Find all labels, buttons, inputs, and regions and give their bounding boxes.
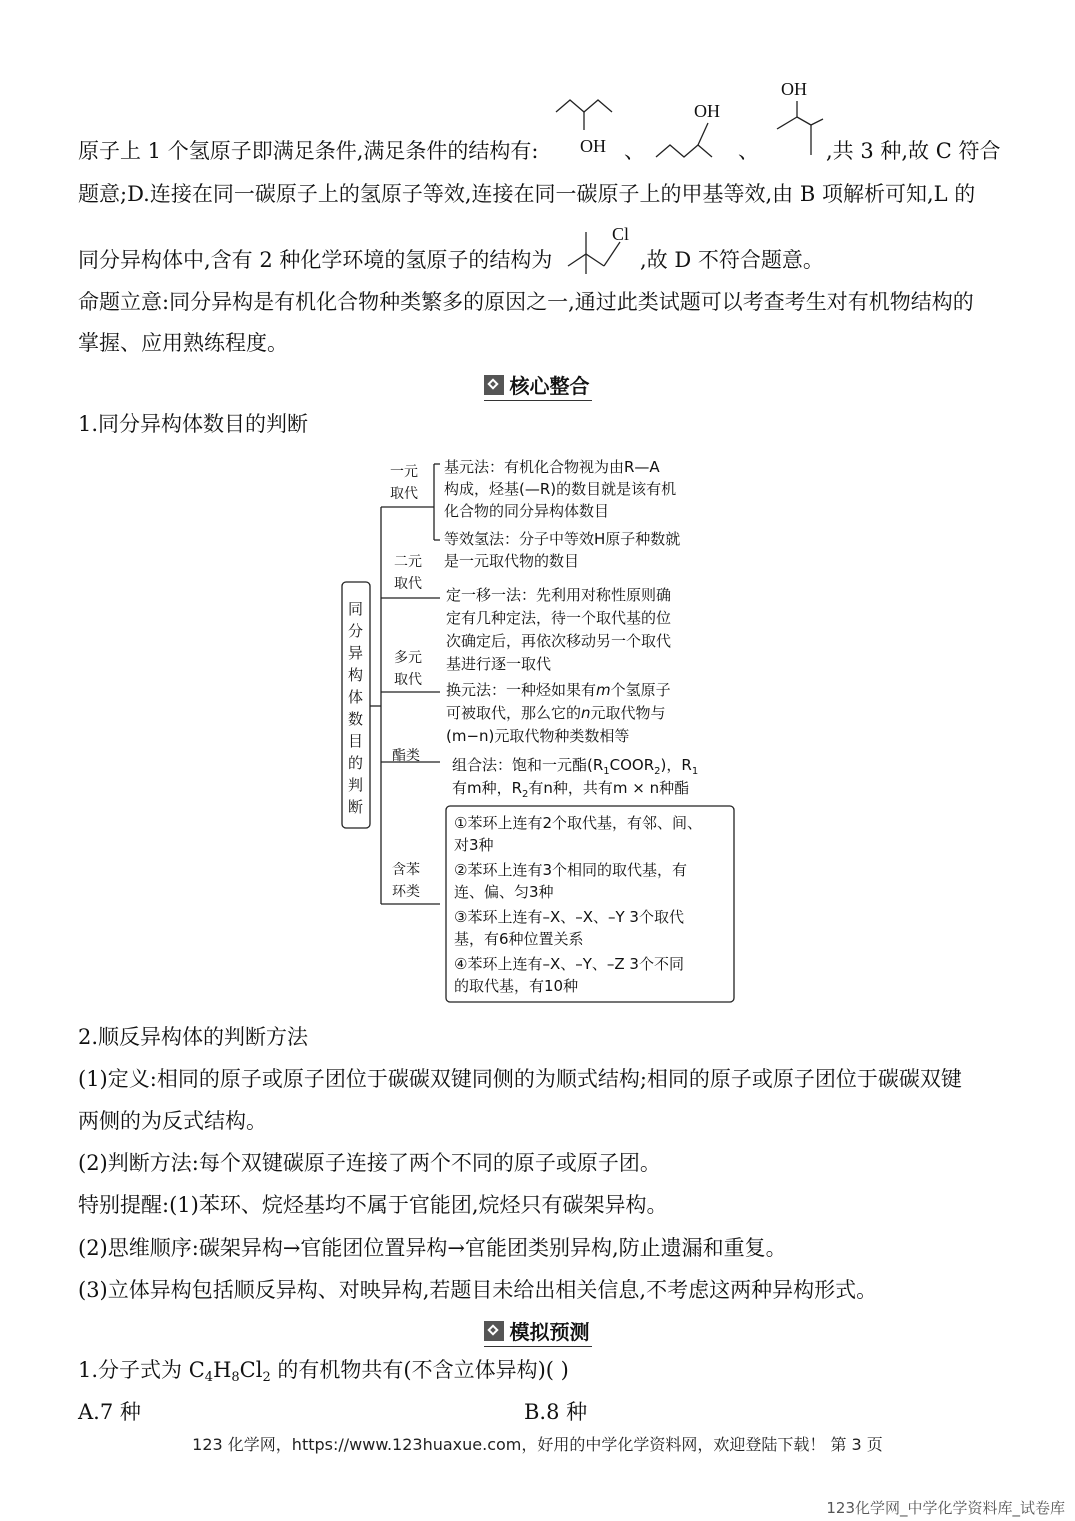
section-heading [0,370,1075,401]
method-text: 构成，烃基(—R)的数目就是该有机 [444,480,677,498]
diamond-icon [484,375,504,395]
oh-label: OH [781,79,807,99]
root-char: 数 [348,710,364,728]
text-line: (2)判断方法:每个双键碳原子连接了两个不同的原子或原子团。 [78,1151,661,1175]
text-line: 题意;D.连接在同一碳原子上的氢原子等效,连接在同一碳原子上的甲基等效,由 B 项解析可知,L 的 [78,182,976,206]
method-text: 有m种，$R_2$有n种，共有m × n种酯 [452,779,690,800]
text-line: 同分异构体中,含有 2 种化学环境的氢原子的结构为 [78,248,553,272]
category-label: 取代 [390,486,418,502]
text-segment: ,共 3 种,故 C 符合 [826,139,1001,163]
category-label: 含苯 [392,862,420,878]
method-text: 定一移一法：先利用对称性原则确 [446,586,672,604]
category-label: 取代 [394,672,422,688]
section-title: 核心整合 [509,374,590,398]
method-text: 基进行逐一取代 [446,655,552,673]
method-text: 基元法：有机化合物视为由R—A [444,458,660,476]
text-line: (1)定义:相同的原子或原子团位于碳碳双键同侧的为顺式结构;相同的原子或原子团位于碳碳双键 [78,1067,962,1091]
benzene-text: ③苯环上连有–X、–X、–Y 3个取代 [454,908,684,926]
root-char: 分 [348,622,364,640]
separator: 、 [624,139,645,163]
text-line: (3)立体异构包括顺反异构、对映异构,若题目未给出相关信息,不考虑这两种异构形式。 [78,1278,878,1302]
text-line: 命题立意:同分异构是有机化合物种类繁多的原因之一,通过此类试题可以考查考生对有机物结构的 [78,290,974,314]
oh-label: OH [694,101,720,121]
molecule-structure-4 [560,222,640,277]
subheading: 1.同分异构体数目的判断 [78,412,309,436]
benzene-text: ①苯环上连有2个取代基，有邻、间、 [454,814,702,832]
root-char: 体 [348,688,364,706]
option-a[interactable]: A.7 种 [78,1400,141,1424]
isomer-count-diagram [330,452,740,1007]
oh-label: OH [580,136,606,156]
category-label: 多元 [394,650,422,666]
method-text: 是一元取代物的数目 [444,552,580,570]
method-text: 等效氢法：分子中等效H原子种数就 [444,530,681,548]
category-label: 取代 [394,576,422,592]
molecule-structure-1 [550,90,620,160]
root-char: 目 [348,732,364,750]
root-char: 的 [348,754,364,772]
option-b[interactable]: B.8 种 [524,1400,588,1424]
diamond-icon [484,1321,504,1341]
subheading: 2.顺反异构体的判断方法 [78,1025,309,1049]
molecule-structure-3 [765,75,825,160]
root-label [348,600,363,816]
text-segment: ,故 D 不符合题意。 [640,248,824,272]
root-char: 异 [348,644,364,662]
page-footer: 123 化学网，https://www.123huaxue.com，好用的中学化学资料网，欢迎登陆下载！ 第 3 页 [192,1435,883,1454]
section-heading [0,1316,1075,1347]
text-line: 两侧的为反式结构。 [78,1109,267,1133]
text-line: 掌握、应用熟练程度。 [78,331,288,355]
benzene-text: 的取代基，有10种 [454,977,579,995]
category-label: 一元 [390,464,418,480]
cl-label: Cl [612,224,630,244]
method-text: 换元法：一种烃如果有m个氢原子 [446,681,671,699]
text-line: (2)思维顺序:碳架异构→官能团位置异构→官能团类别异构,防止遗漏和重复。 [78,1236,787,1260]
method-text: 化合物的同分异构体数目 [444,502,610,520]
category-label: 酯类 [392,748,420,764]
benzene-text: 基，有6种位置关系 [454,930,584,948]
method-text: 组合法：饱和一元酯$(R_1COOR_2)$，$R_1$ [452,756,699,777]
method-text: (m−n)元取代物种类数相等 [446,727,630,745]
benzene-text: 连、偏、匀3种 [454,883,554,901]
text-segment: 原子上 1 个氢原子即满足条件,满足条件的结构有: [78,139,539,163]
text-line: 特别提醒:(1)苯环、烷烃基均不属于官能团,烷烃只有碳架异构。 [78,1193,668,1217]
benzene-text: ②苯环上连有3个相同的取代基，有 [454,861,687,879]
root-char: 同 [348,600,364,618]
root-char: 判 [348,776,364,794]
molecule-structure-2 [650,95,730,165]
root-char: 构 [348,666,364,684]
method-text: 次确定后，再依次移动另一个取代 [446,632,672,650]
benzene-text: ④苯环上连有–X、–Y、–Z 3个不同 [454,955,684,973]
separator: 、 [738,139,759,163]
category-label: 环类 [392,884,420,900]
text-line [78,137,538,165]
method-text: 可被取代，那么它的n元取代物与 [446,704,666,722]
root-char: 断 [348,798,364,816]
question-text: 1.分子式为 $C_4H_8Cl_2$ 的有机物共有(不含立体异构)( ) [78,1358,569,1385]
benzene-text: 对3种 [454,836,494,854]
section-title: 模拟预测 [509,1320,590,1344]
category-label: 二元 [394,554,422,570]
method-text: 定有几种定法，待一个取代基的位 [446,609,672,627]
watermark: 123化学网_中学化学资料库_试卷库 [826,1499,1065,1517]
